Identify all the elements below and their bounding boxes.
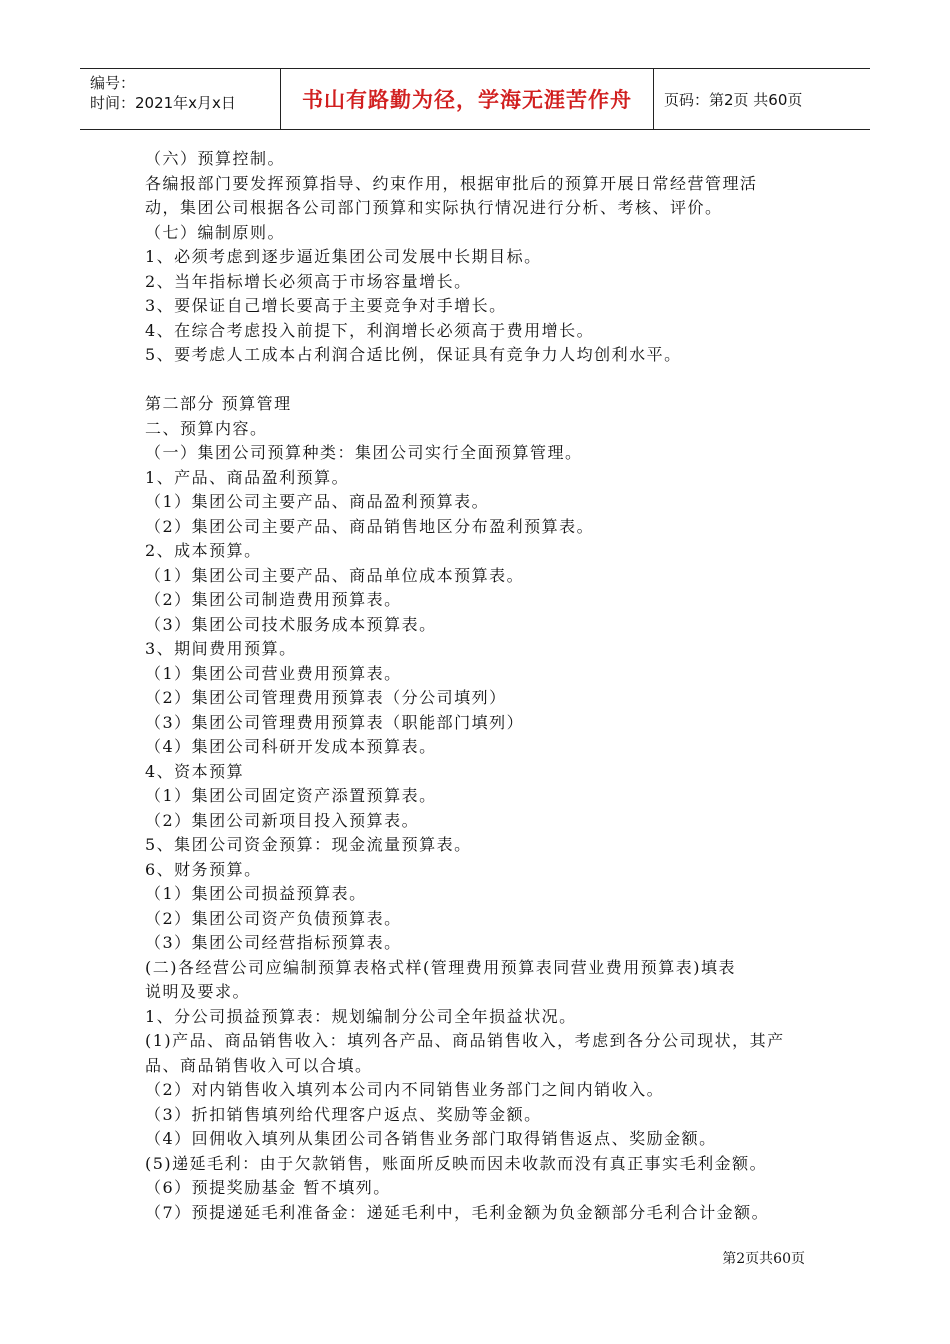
body-line: （7）预提递延毛利准备金：递延毛利中，毛利金额为负金额部分毛利合计金额。 — [145, 1202, 770, 1222]
body-line: 二、预算内容。 — [145, 418, 268, 438]
body-line: （六）预算控制。 — [145, 149, 286, 168]
document-body — [145, 147, 815, 1225]
body-line: 5、要考虑人工成本占利润合适比例，保证具有竞争力人均创利水平。 — [145, 345, 682, 364]
body-line: （2）集团公司管理费用预算表（分公司填列） — [145, 688, 507, 707]
body-line: （1）集团公司固定资产添置预算表。 — [145, 786, 437, 805]
body-line: 各编报部门要发挥预算指导、约束作用，根据审批后的预算开展日常经营管理活 — [145, 173, 758, 193]
header-meta — [80, 69, 281, 129]
body-line: (5)递延毛利：由于欠款销售，账面所反映而因未收款而没有真正事实毛利金额。 — [145, 1153, 768, 1173]
body-line: 4、资本预算 — [145, 761, 245, 781]
body-line: （2）集团公司资产负债预算表。 — [145, 908, 402, 928]
body-line: （2）集团公司新项目投入预算表。 — [145, 810, 420, 830]
body-line: （3）集团公司经营指标预算表。 — [145, 933, 402, 952]
header-page-number: 页码：第2页 共60页 — [664, 90, 803, 109]
body-line: （3）折扣销售填列给代理客户返点、奖励等金额。 — [145, 1104, 542, 1124]
body-line: （2）对内销售收入填列本公司内不同销售业务部门之间内销收入。 — [145, 1080, 665, 1099]
body-line: （一）集团公司预算种类：集团公司实行全面预算管理。 — [145, 443, 583, 462]
page-header — [80, 68, 870, 130]
body-line: (1)产品、商品销售收入：填列各产品、商品销售收入，考虑到各分公司现状，其产 — [145, 1031, 785, 1050]
body-line: 3、期间费用预算。 — [145, 639, 297, 658]
date-label: 时间：2021年x月x日 — [90, 94, 236, 112]
body-line: 1、产品、商品盈利预算。 — [145, 467, 350, 487]
body-line: （3）集团公司技术服务成本预算表。 — [145, 614, 437, 634]
body-line: 动，集团公司根据各公司部门预算和实际执行情况进行分析、考核、评价。 — [145, 198, 723, 217]
body-line: 2、当年指标增长必须高于市场容量增长。 — [145, 271, 472, 291]
body-line: （1）集团公司损益预算表。 — [145, 884, 367, 903]
body-line: 3、要保证自己增长要高于主要竞争对手增长。 — [145, 296, 507, 315]
body-line: 4、在综合考虑投入前提下，利润增长必须高于费用增长。 — [145, 320, 595, 340]
footer-page-number: 第2页共60页 — [722, 1251, 805, 1267]
body-line: 2、成本预算。 — [145, 541, 262, 560]
body-line: 5、集团公司资金预算：现金流量预算表。 — [145, 835, 472, 854]
body-line: (二)各经营公司应编制预算表格式样(管理费用预算表同营业费用预算表)填表 — [145, 957, 736, 977]
body-line: 6、财务预算。 — [145, 859, 262, 879]
body-line: 1、分公司损益预算表：规划编制分公司全年损益状况。 — [145, 1006, 577, 1026]
body-line: （2）集团公司制造费用预算表。 — [145, 590, 402, 609]
body-line: （4）回佣收入填列从集团公司各销售业务部门取得销售返点、奖励金额。 — [145, 1129, 717, 1148]
body-line: （3）集团公司管理费用预算表（职能部门填列） — [145, 712, 525, 732]
body-line: （七）编制原则。 — [145, 222, 286, 242]
body-line: （1）集团公司营业费用预算表。 — [145, 663, 402, 683]
serial-label: 编号： — [90, 74, 136, 92]
body-line — [145, 368, 815, 393]
body-line: （1）集团公司主要产品、商品单位成本预算表。 — [145, 565, 525, 585]
body-line: （2）集团公司主要产品、商品销售地区分布盈利预算表。 — [145, 516, 595, 536]
body-line: （4）集团公司科研开发成本预算表。 — [145, 737, 437, 756]
header-motto: 书山有路勤为径，学海无涯苦作舟 — [281, 69, 654, 129]
body-line: （6）预提奖励基金 暂不填列。 — [145, 1178, 391, 1197]
body-line: 第二部分 预算管理 — [145, 394, 292, 413]
body-line: （1）集团公司主要产品、商品盈利预算表。 — [145, 492, 490, 511]
body-line: 1、必须考虑到逐步逼近集团公司发展中长期目标。 — [145, 247, 542, 266]
body-line: 品、商品销售收入可以合填。 — [145, 1055, 373, 1075]
body-line: 说明及要求。 — [145, 982, 251, 1001]
